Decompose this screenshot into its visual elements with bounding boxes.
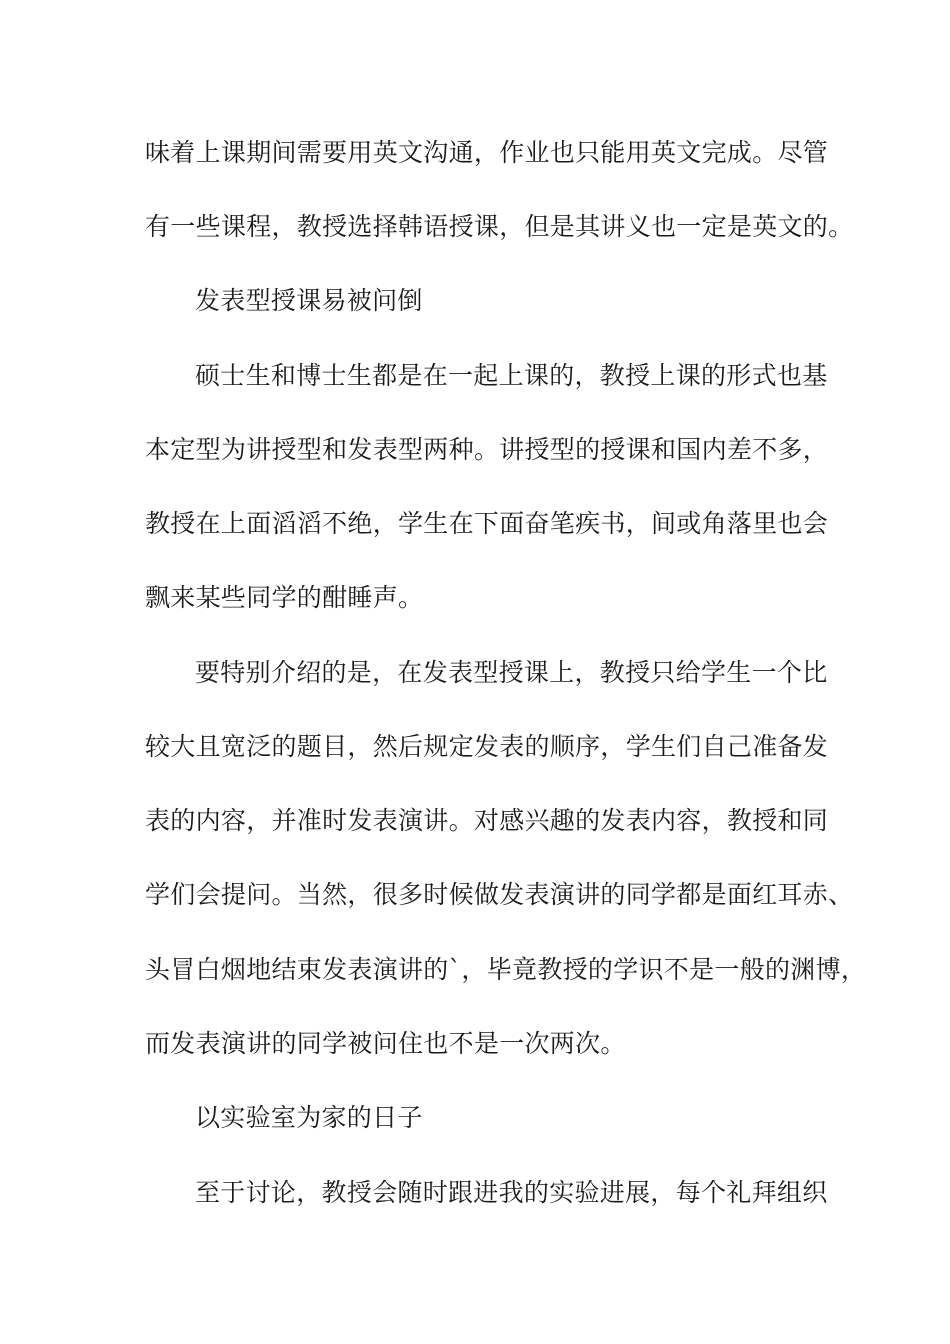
paragraph-line: 本定型为讲授型和发表型两种。讲授型的授课和国内差不多， — [145, 435, 829, 464]
paragraph-line: 表的内容，并准时发表演讲。对感兴趣的发表内容，教授和同 — [145, 806, 829, 835]
paragraph-line: 头冒白烟地结束发表演讲的`，毕竟教授的学识不是一般的渊博， — [145, 955, 867, 984]
paragraph-line: 学们会提问。当然，很多时候做发表演讲的同学都是面红耳赤、 — [145, 880, 854, 909]
paragraph-line: 而发表演讲的同学被问住也不是一次两次。 — [145, 1029, 626, 1058]
paragraph-line: 飘来某些同学的酣睡声。 — [145, 583, 424, 612]
paragraph-line: 较大且宽泛的题目，然后规定发表的顺序，学生们自己准备发 — [145, 732, 829, 761]
paragraph-line: 硕士生和博士生都是在一起上课的，教授上课的形式也基 — [195, 361, 828, 390]
paragraph-line: 至于讨论，教授会随时跟进我的实验进展，每个礼拜组织 — [195, 1178, 828, 1207]
paragraph-line: 教授在上面滔滔不绝，学生在下面奋笔疾书，间或角落里也会 — [145, 509, 829, 538]
section-heading: 发表型授课易被问倒 — [195, 286, 423, 315]
paragraph-line: 味着上课期间需要用英文沟通，作业也只能用英文完成。尽管 — [145, 138, 829, 167]
paragraph-line: 要特别介绍的是，在发表型授课上，教授只给学生一个比 — [195, 658, 828, 687]
paragraph-line: 有一些课程，教授选择韩语授课，但是其讲义也一定是英文的。 — [145, 212, 854, 241]
section-heading: 以实验室为家的日子 — [195, 1103, 423, 1132]
